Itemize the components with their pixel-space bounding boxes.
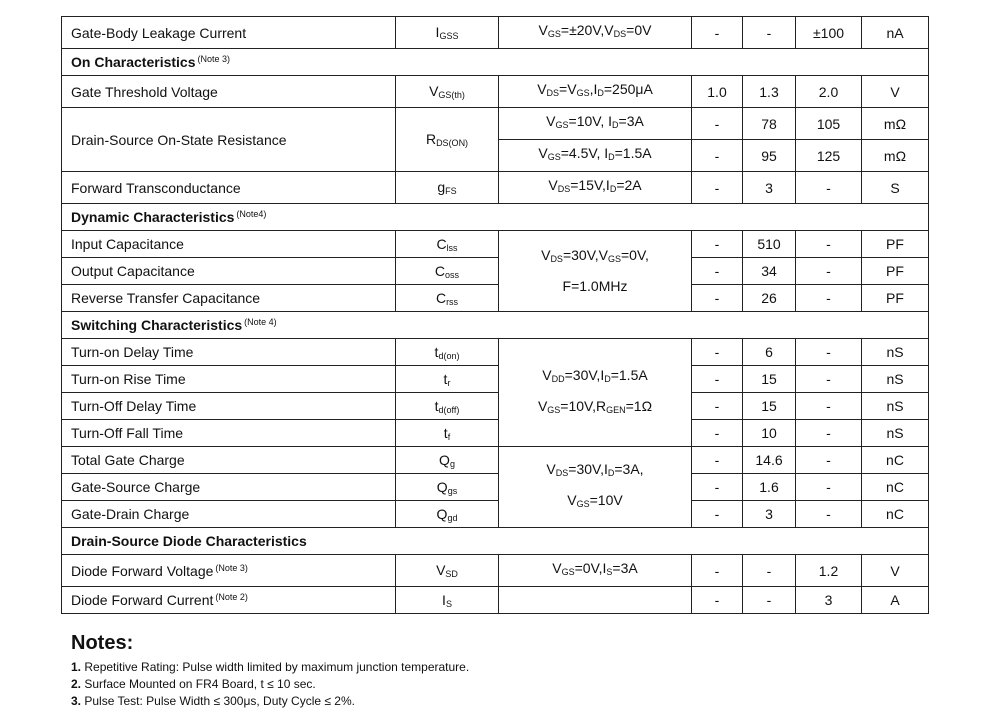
note-item [71, 676, 931, 693]
text-run: V [546, 461, 556, 477]
min-cell: - [692, 140, 743, 172]
note-number: 2. [71, 677, 82, 691]
note-reference: (Note 3) [197, 54, 231, 64]
table-row [62, 447, 929, 474]
text-run: =30V,I [568, 461, 608, 477]
subscript: GS [547, 29, 561, 39]
subscript: r [447, 377, 451, 388]
condition-line [499, 242, 691, 273]
text-run: V [552, 560, 562, 576]
max-cell: 125 [796, 140, 862, 172]
notes-section [71, 632, 931, 710]
min-cell: - [692, 501, 743, 528]
text-run: I [442, 591, 446, 608]
typ-cell: 26 [743, 285, 796, 312]
parameter-name: Drain-Source On-State Resistance [71, 131, 287, 148]
min-cell: - [692, 587, 743, 614]
parameter-name: Forward Transconductance [71, 179, 241, 196]
subscript: GS(th) [438, 90, 465, 100]
condition-line [499, 555, 691, 586]
max-cell: - [796, 420, 862, 447]
symbol-cell [396, 231, 499, 258]
symbol-cell [396, 285, 499, 312]
text-run: ,I [589, 81, 598, 97]
subscript: GS [607, 254, 621, 264]
parameter-name: Reverse Transfer Capacitance [71, 290, 261, 306]
text-run: t [443, 370, 448, 387]
min-cell: - [692, 447, 743, 474]
text-run: V [429, 83, 439, 99]
table-row [62, 17, 929, 49]
unit-cell: mΩ [862, 108, 929, 140]
table-row [62, 285, 929, 312]
parameter-name: Total Gate Charge [71, 452, 185, 468]
condition-line [499, 140, 691, 171]
notes-title: Notes: [71, 632, 134, 654]
text-run: t [434, 397, 439, 414]
test-condition-cell [499, 140, 692, 172]
parameter-cell [62, 258, 396, 285]
parameter-name: Turn-on Delay Time [71, 344, 194, 360]
note-text: Repetitive Rating: Pulse width limited by maximum junction temperature. [81, 660, 470, 674]
subscript: DS [550, 254, 563, 264]
text-run: V [436, 562, 446, 578]
typ-cell: - [743, 555, 796, 587]
subscript: FS [445, 186, 457, 196]
parameter-name: Turn-Off Fall Time [71, 425, 184, 441]
max-cell: ±100 [796, 17, 862, 49]
text-run: =1.5A [614, 145, 652, 161]
unit-cell: V [862, 76, 929, 108]
text-run: =250μA [603, 81, 653, 97]
unit-cell: S [862, 172, 929, 204]
subscript: D [608, 152, 615, 162]
symbol-cell [396, 172, 499, 204]
section-header [62, 312, 929, 339]
symbol-cell [396, 587, 499, 614]
subscript: SD [445, 569, 458, 579]
text-run: Q [436, 505, 448, 522]
subscript: S [445, 598, 452, 609]
max-cell: - [796, 172, 862, 204]
subscript: DS(ON) [436, 138, 469, 148]
text-run: =0V [626, 22, 652, 38]
parameter-cell [62, 17, 396, 49]
typ-cell: 78 [743, 108, 796, 140]
text-run: V [541, 247, 551, 263]
max-cell: - [796, 474, 862, 501]
note-reference: (Note4) [236, 209, 267, 219]
note-number: 1. [71, 660, 82, 674]
unit-cell: nC [862, 474, 929, 501]
subscript: S [606, 567, 613, 577]
text-run: R [425, 131, 437, 147]
text-run: V [542, 366, 552, 383]
text-run: =15V,I [570, 177, 610, 193]
table-row [62, 555, 929, 587]
subscript: rss [446, 296, 459, 307]
parameter-name: Turn-Off Delay Time [71, 398, 197, 414]
text-run: Q [436, 478, 448, 495]
typ-cell: - [743, 17, 796, 49]
typ-cell: 6 [743, 339, 796, 366]
max-cell: - [796, 339, 862, 366]
unit-cell: nC [862, 501, 929, 528]
text-run: C [435, 289, 447, 306]
text-run: V [567, 492, 577, 508]
section-row [62, 204, 929, 231]
parameter-name: Gate-Drain Charge [71, 506, 190, 522]
condition-line [499, 108, 691, 139]
text-run: V [537, 81, 547, 97]
typ-cell: - [743, 587, 796, 614]
min-cell: - [692, 366, 743, 393]
condition-line [499, 17, 691, 48]
section-row [62, 528, 929, 555]
test-condition-cell [499, 339, 692, 447]
notes-list [71, 659, 931, 710]
subscript: DS [557, 184, 571, 194]
min-cell: - [692, 231, 743, 258]
subscript: D [607, 468, 615, 478]
parameter-name: Diode Forward Current [71, 592, 214, 608]
subscript: gd [447, 512, 458, 523]
subscript: DS [555, 468, 569, 478]
typ-cell: 34 [743, 258, 796, 285]
text-run: F=1.0MHz [562, 278, 628, 294]
symbol-cell [396, 258, 499, 285]
table-row [62, 108, 929, 140]
subscript: GSS [439, 31, 459, 41]
typ-cell: 15 [743, 366, 796, 393]
test-condition-cell [499, 555, 692, 587]
parameter-cell [62, 447, 396, 474]
symbol-cell [396, 420, 499, 447]
text-run: =30V,I [564, 366, 605, 383]
max-cell: - [796, 285, 862, 312]
symbol-cell [396, 447, 499, 474]
test-condition-cell [499, 172, 692, 204]
unit-cell: nC [862, 447, 929, 474]
min-cell: - [692, 393, 743, 420]
symbol-cell [396, 555, 499, 587]
table-row [62, 339, 929, 366]
subscript: GS [576, 88, 590, 98]
subscript: GEN [606, 404, 626, 415]
max-cell: - [796, 366, 862, 393]
subscript: GS [576, 499, 590, 509]
test-condition-cell [499, 447, 692, 528]
min-cell: - [692, 285, 743, 312]
subscript: f [447, 431, 451, 442]
parameter-name: Output Capacitance [71, 263, 195, 279]
parameter-cell [62, 285, 396, 312]
test-condition-cell [499, 17, 692, 49]
parameter-cell [62, 420, 396, 447]
test-condition-cell [499, 108, 692, 140]
symbol-cell [396, 108, 499, 172]
text-run: =30V,V [562, 247, 608, 263]
unit-cell: PF [862, 231, 929, 258]
unit-cell: nA [862, 17, 929, 49]
typ-cell: 95 [743, 140, 796, 172]
text-run: =1Ω [625, 397, 653, 414]
unit-cell: nS [862, 420, 929, 447]
subscript: g [449, 458, 455, 469]
subscript: DS [613, 29, 627, 39]
parameter-cell [62, 555, 396, 587]
text-run: =10V, I [568, 113, 613, 129]
max-cell: 1.2 [796, 555, 862, 587]
subscript: GS [561, 567, 575, 577]
condition-line [499, 172, 691, 203]
subscript: D [604, 373, 611, 384]
typ-cell: 3 [743, 501, 796, 528]
test-condition-cell [499, 76, 692, 108]
parameter-cell [62, 366, 396, 393]
subscript: d(on) [438, 350, 460, 361]
max-cell: 3 [796, 587, 862, 614]
section-header [62, 528, 929, 555]
table-row [62, 76, 929, 108]
section-title: Switching Characteristics [71, 317, 243, 333]
max-cell: - [796, 501, 862, 528]
parameter-cell [62, 231, 396, 258]
symbol-cell [396, 17, 499, 49]
section-title: On Characteristics [71, 54, 196, 70]
subscript: D [597, 88, 604, 98]
typ-cell: 10 [743, 420, 796, 447]
condition-line [499, 393, 691, 424]
table-row [62, 258, 929, 285]
min-cell: - [692, 172, 743, 204]
note-text: Surface Mounted on FR4 Board, t ≤ 10 sec. [81, 677, 316, 691]
note-number: 3. [71, 694, 82, 708]
unit-cell: V [862, 555, 929, 587]
min-cell: - [692, 420, 743, 447]
text-run: V [546, 113, 556, 129]
condition-line [499, 456, 691, 487]
text-run: =0V, [621, 247, 649, 263]
symbol-cell [396, 501, 499, 528]
text-run: I [435, 24, 440, 40]
subscript: DD [551, 373, 565, 384]
section-title: Dynamic Characteristics [71, 209, 235, 225]
text-run: C [436, 235, 447, 252]
condition-line [499, 487, 691, 518]
text-run: =±20V,V [560, 22, 614, 38]
text-run: =10V [589, 492, 623, 508]
typ-cell: 510 [743, 231, 796, 258]
text-run: t [434, 343, 439, 360]
text-run: =0V,I [574, 560, 607, 576]
parameter-name: Input Capacitance [71, 236, 184, 252]
subscript: GS [555, 120, 569, 130]
subscript: oss [445, 269, 460, 280]
text-run: =V [559, 81, 577, 97]
text-run: =4.5V, I [560, 145, 609, 161]
parameter-cell [62, 474, 396, 501]
min-cell: - [692, 17, 743, 49]
note-reference: (Note 2) [215, 592, 248, 602]
symbol-cell [396, 76, 499, 108]
max-cell: - [796, 447, 862, 474]
table-row [62, 366, 929, 393]
min-cell: - [692, 108, 743, 140]
parameter-name: Gate Threshold Voltage [71, 83, 218, 100]
text-run: C [434, 262, 446, 279]
test-condition-cell [499, 587, 692, 614]
text-run: V [548, 177, 558, 193]
min-cell: - [692, 339, 743, 366]
unit-cell: nS [862, 339, 929, 366]
subscript: D [609, 184, 617, 194]
note-text: Pulse Test: Pulse Width ≤ 300μs, Duty Cycle ≤ 2%. [81, 694, 355, 708]
parameter-name: Gate-Source Charge [71, 479, 201, 495]
table-row [62, 172, 929, 204]
condition-line [499, 273, 691, 300]
symbol-cell [396, 474, 499, 501]
text-run: Q [439, 451, 450, 468]
text-run: V [537, 397, 548, 414]
table-row [62, 393, 929, 420]
note-reference: (Note 3) [215, 562, 248, 573]
parameter-name: Diode Forward Voltage [71, 562, 214, 579]
text-run: t [443, 424, 448, 441]
symbol-cell [396, 366, 499, 393]
unit-cell: nS [862, 393, 929, 420]
subscript: DS [546, 88, 560, 98]
parameter-cell [62, 76, 396, 108]
unit-cell: mΩ [862, 140, 929, 172]
typ-cell: 1.3 [743, 76, 796, 108]
parameter-cell [62, 393, 396, 420]
table-row [62, 501, 929, 528]
parameter-name: Gate-Body Leakage Current [71, 24, 247, 41]
max-cell: - [796, 393, 862, 420]
section-title: Drain-Source Diode Characteristics [71, 533, 307, 549]
parameter-cell [62, 172, 396, 204]
section-row [62, 49, 929, 76]
table-body [62, 17, 929, 614]
text-run: V [538, 22, 548, 38]
max-cell: - [796, 258, 862, 285]
table-row [62, 474, 929, 501]
subscript: gs [447, 485, 458, 496]
min-cell: - [692, 258, 743, 285]
text-run: =3A [618, 113, 644, 129]
text-run: =3A, [614, 461, 644, 477]
max-cell: - [796, 231, 862, 258]
min-cell: - [692, 474, 743, 501]
text-run: =10V,R [560, 397, 607, 414]
section-row [62, 312, 929, 339]
parameter-cell [62, 501, 396, 528]
subscript: GS [547, 404, 561, 415]
text-run: =3A [612, 560, 638, 576]
typ-cell: 14.6 [743, 447, 796, 474]
parameter-cell [62, 339, 396, 366]
subscript: GS [547, 152, 561, 162]
unit-cell: A [862, 587, 929, 614]
note-reference: (Note 4) [244, 317, 277, 327]
typ-cell: 3 [743, 172, 796, 204]
min-cell: 1.0 [692, 76, 743, 108]
electrical-characteristics-table [61, 16, 929, 614]
unit-cell: PF [862, 285, 929, 312]
text-run: V [538, 145, 548, 161]
table-row [62, 420, 929, 447]
section-header [62, 204, 929, 231]
condition-line [499, 76, 691, 107]
test-condition-cell [499, 231, 692, 312]
text-run: g [437, 179, 446, 195]
subscript: lss [446, 242, 458, 253]
symbol-cell [396, 393, 499, 420]
symbol-cell [396, 339, 499, 366]
text-run: =2A [616, 177, 642, 193]
subscript: D [612, 120, 619, 130]
unit-cell: nS [862, 366, 929, 393]
min-cell: - [692, 555, 743, 587]
parameter-name: Turn-on Rise Time [71, 371, 186, 387]
section-header [62, 49, 929, 76]
parameter-cell [62, 587, 396, 614]
max-cell: 105 [796, 108, 862, 140]
note-item [71, 659, 931, 676]
note-item [71, 693, 931, 710]
max-cell: 2.0 [796, 76, 862, 108]
typ-cell: 1.6 [743, 474, 796, 501]
subscript: d(off) [438, 404, 460, 415]
condition-line [499, 362, 691, 393]
text-run: =1.5A [610, 366, 648, 383]
unit-cell: PF [862, 258, 929, 285]
table-row [62, 587, 929, 614]
table-row [62, 231, 929, 258]
typ-cell: 15 [743, 393, 796, 420]
parameter-cell [62, 108, 396, 172]
